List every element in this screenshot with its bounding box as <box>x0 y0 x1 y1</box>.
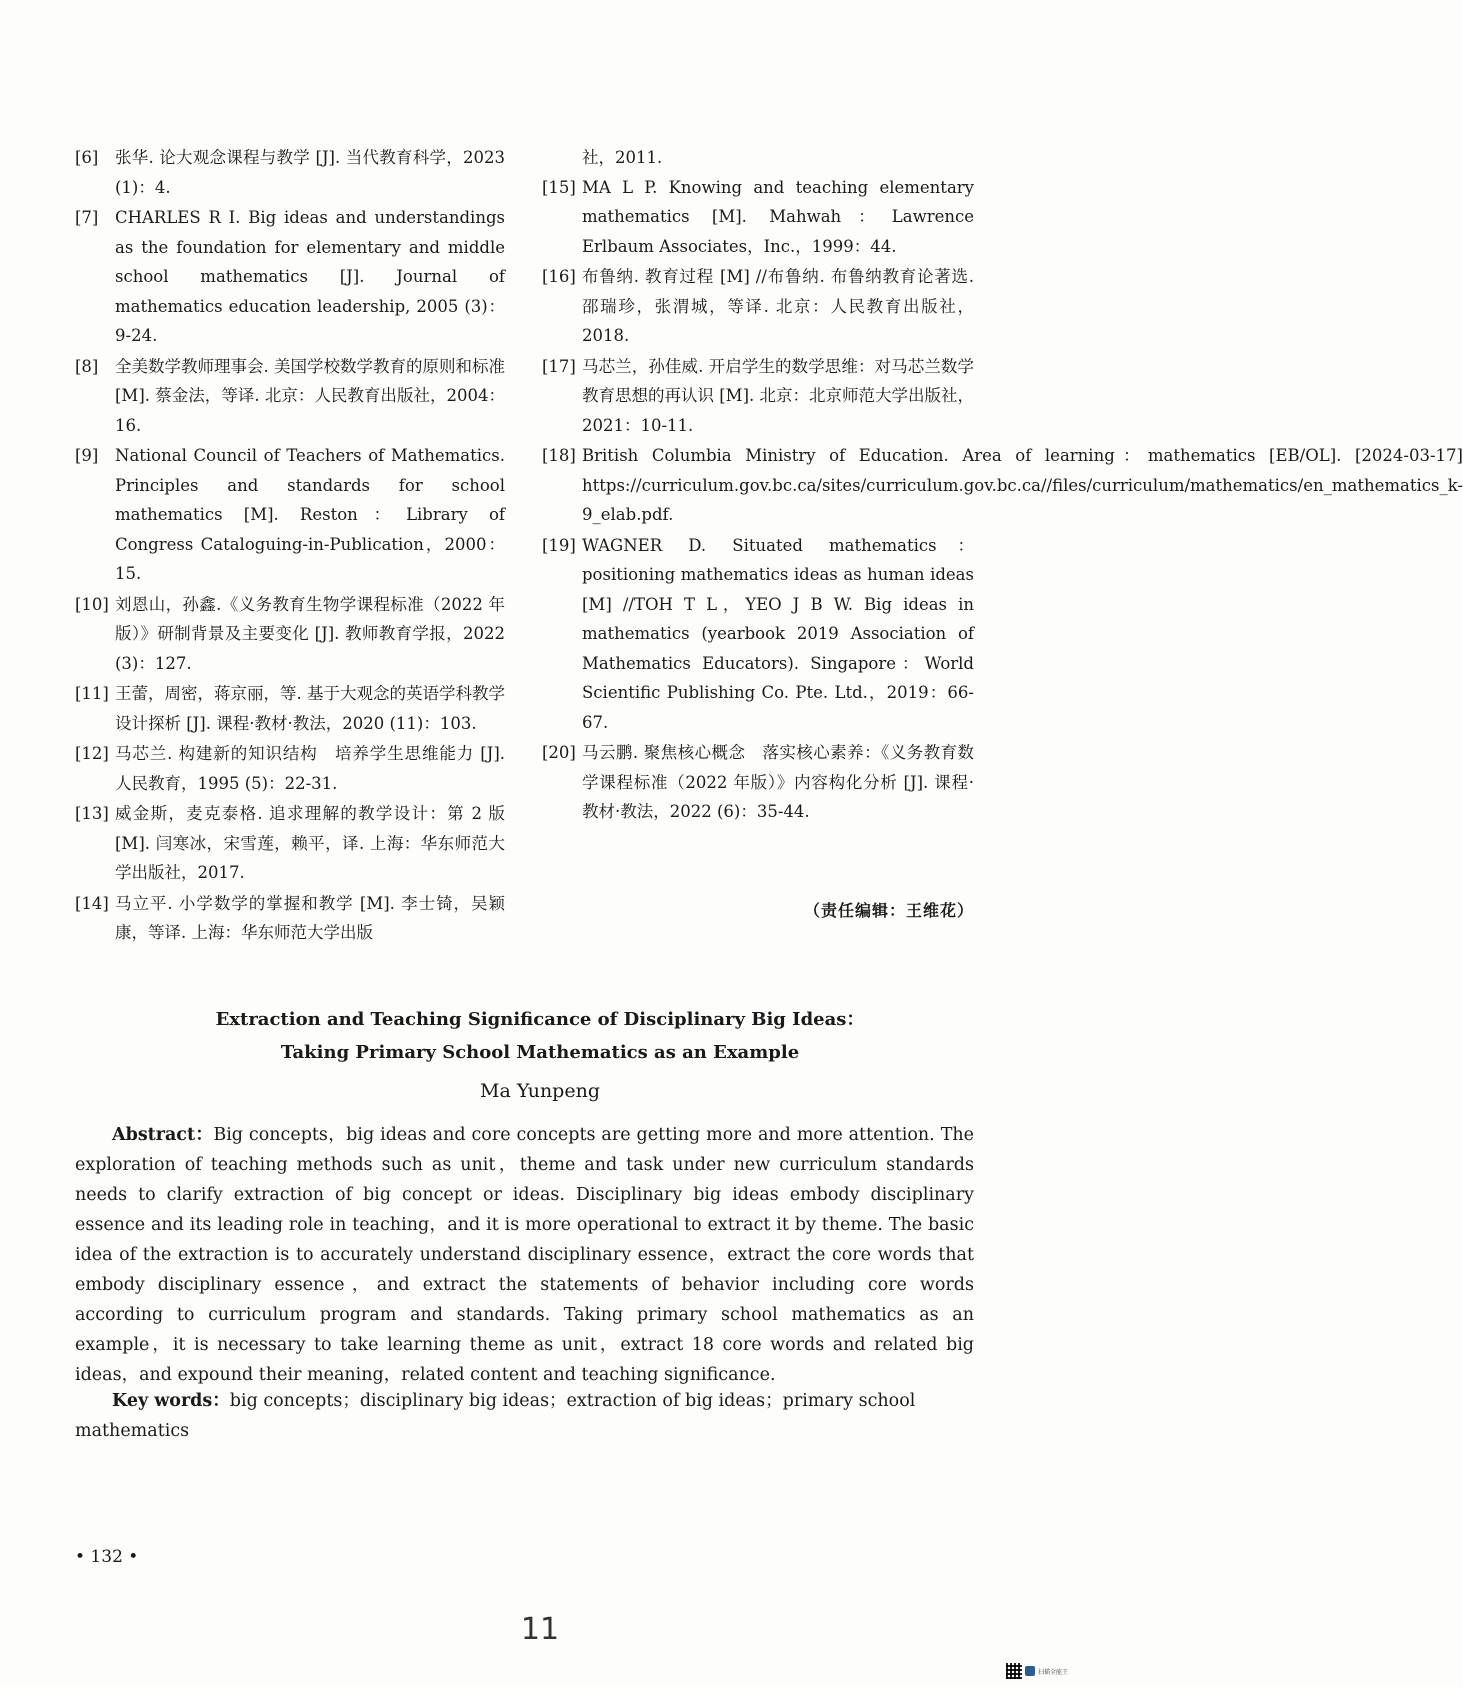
reference-item <box>75 679 505 738</box>
reference-number: [17] <box>542 356 576 376</box>
reference-item <box>542 441 1463 530</box>
reference-item <box>75 739 505 798</box>
reference-number: [14] <box>75 893 109 913</box>
reference-text: National Council of Teachers of Mathematics. Principles and standards for school mathematics [M]. Reston：Library of Congress Cataloguing-in-Publication，2000：15. <box>115 446 505 583</box>
reference-item <box>542 531 974 738</box>
reference-item <box>75 590 505 679</box>
reference-number: [11] <box>75 684 109 703</box>
reference-text: 布鲁纳. 教育过程 [M] //布鲁纳. 布鲁纳教育论著选. 邵瑞珍，张渭城，等译. 北京：人民教育出版社，2018. <box>582 267 974 345</box>
camscanner-logo-icon <box>1025 1666 1035 1676</box>
responsible-editor: （责任编辑：王维花） <box>803 901 974 920</box>
reference-item <box>75 352 505 441</box>
reference-item <box>75 799 505 888</box>
reference-text: 全美数学教师理事会. 美国学校数学教育的原则和标准 [M]. 蔡金法，等译. 北京：人民教育出版社，2004：16. <box>115 356 505 435</box>
abstract-text: Big concepts，big ideas and core concepts are getting more and more attention. The exploration of teaching methods such as unit，theme and task under new curriculum standards needs to clarify extraction of big concept or ideas. Disciplinary big ideas embody disciplinary essence and its leading role in teaching，and it is more operational to extract it by theme. The basic idea of the extraction is to accurately understand disciplinary essence，extract the core words that embody disciplinary essence，and extract the statements of behavior including core words according to curriculum program and standards. Taking primary school mathematics as an example，it is necessary to take learning theme as unit，extract 18 core words and related big ideas，and expound their meaning，related content and teaching significance. <box>75 1125 974 1385</box>
reference-number: [16] <box>542 267 576 286</box>
reference-text: CHARLES R I. Big ideas and understandings as the foundation for elementary and middle school mathematics [J]. Journal of mathematics education leadership, 2005 (3)：9-24. <box>115 208 505 345</box>
abstract-label: Abstract： <box>112 1125 214 1145</box>
reference-text: British Columbia Ministry of Education. Area of learning：mathematics [EB/OL]. [2024-03-17] https://curriculum.gov.bc.ca/sites/curriculum.gov.bc.ca//files/curriculum/mathematics/en_mathematics_k-9_elab.pdf. <box>582 446 1463 524</box>
reference-item <box>542 262 974 351</box>
reference-item <box>75 441 505 589</box>
english-title-line-2: Taking Primary School Mathematics as an Example <box>280 1042 800 1063</box>
reference-number: [7] <box>75 208 99 227</box>
reference-text: 马芯兰. 构建新的知识结构 培养学生思维能力 [J]. 人民教育，1995 (5)：22-31. <box>115 744 505 793</box>
qr-code-icon <box>1006 1663 1022 1679</box>
reference-number: [15] <box>542 177 576 197</box>
reference-text: 马云鹏. 聚焦核心概念 落实核心素养：《义务教育数学课程标准（2022 年版）》内容构化分析 [J]. 课程·教材·教法，2022 (6)：35-44. <box>582 743 974 821</box>
keywords-paragraph <box>75 1386 974 1446</box>
reference-text: 张华. 论大观念课程与教学 [J]. 当代教育科学，2023 (1)：4. <box>115 148 505 197</box>
reference-number: [9] <box>75 446 99 465</box>
reference-number: [8] <box>75 356 99 376</box>
reference-item <box>542 352 974 441</box>
reference-continuation: 社，2011. <box>582 148 663 167</box>
reference-text: 威金斯，麦克泰格. 追求理解的教学设计：第 2 版 [M]. 闫寒冰，宋雪莲，赖平，译. 上海：华东师范大学出版社，2017. <box>115 804 505 882</box>
reference-number: [10] <box>75 594 109 614</box>
reference-item <box>75 143 505 202</box>
reference-item <box>75 203 505 351</box>
english-title-line-1: Extraction and Teaching Significance of Disciplinary Big Ideas： <box>215 1009 865 1030</box>
reference-number: [18] <box>542 446 576 465</box>
references-right-column <box>542 143 1463 828</box>
reference-number: [13] <box>75 804 109 823</box>
reference-number: [6] <box>75 148 99 167</box>
reference-number: [12] <box>75 744 109 763</box>
reference-text: WAGNER D. Situated mathematics：positioning mathematics ideas as human ideas [M] //TOH T L，YEO J B W. Big ideas in mathematics (yearbook 2019 Association of Mathematics Educators). Singapore：World Scientific Publishing Co. Pte. Ltd.，2019：66-67. <box>582 535 974 732</box>
english-title <box>0 1003 1080 1069</box>
reference-number: [20] <box>542 743 576 762</box>
reference-text: 王蕾，周密，蒋京丽，等. 基于大观念的英语学科教学设计探析 [J]. 课程·教材·教法，2020 (11)：103. <box>115 684 505 733</box>
keywords-text: big concepts；disciplinary big ideas；extraction of big ideas；primary school mathematics <box>75 1391 916 1441</box>
page-number: • 132 • <box>75 1547 139 1567</box>
scanner-watermark <box>1006 1663 1068 1679</box>
scanner-label: 扫描全能王 <box>1038 1668 1069 1676</box>
reference-text: MA L P. Knowing and teaching elementary mathematics [M]. Mahwah：Lawrence Erlbaum Associates，Inc.，1999：44. <box>582 177 974 256</box>
footer-number: 11 <box>520 1612 560 1647</box>
reference-text: 马立平. 小学数学的掌握和教学 [M]. 李士锜，吴颖康，等译. 上海：华东师范大学出版 <box>115 893 505 942</box>
references-left-column <box>75 143 505 949</box>
reference-item <box>542 173 974 262</box>
reference-text: 马芯兰，孙佳威. 开启学生的数学思维：对马芯兰数学教育思想的再认识 [M]. 北京：北京师范大学出版社，2021：10-11. <box>582 356 975 435</box>
reference-number: [19] <box>542 535 576 555</box>
abstract-paragraph <box>75 1120 974 1390</box>
reference-item <box>542 738 974 827</box>
author-name: Ma Yunpeng <box>480 1080 600 1102</box>
keywords-label: Key words： <box>112 1391 230 1411</box>
reference-text: 刘恩山，孙鑫.《义务教育生物学课程标准（2022 年版）》研制背景及主要变化 [J]. 教师教育学报，2022 (3)：127. <box>115 594 505 673</box>
reference-item <box>75 889 505 948</box>
